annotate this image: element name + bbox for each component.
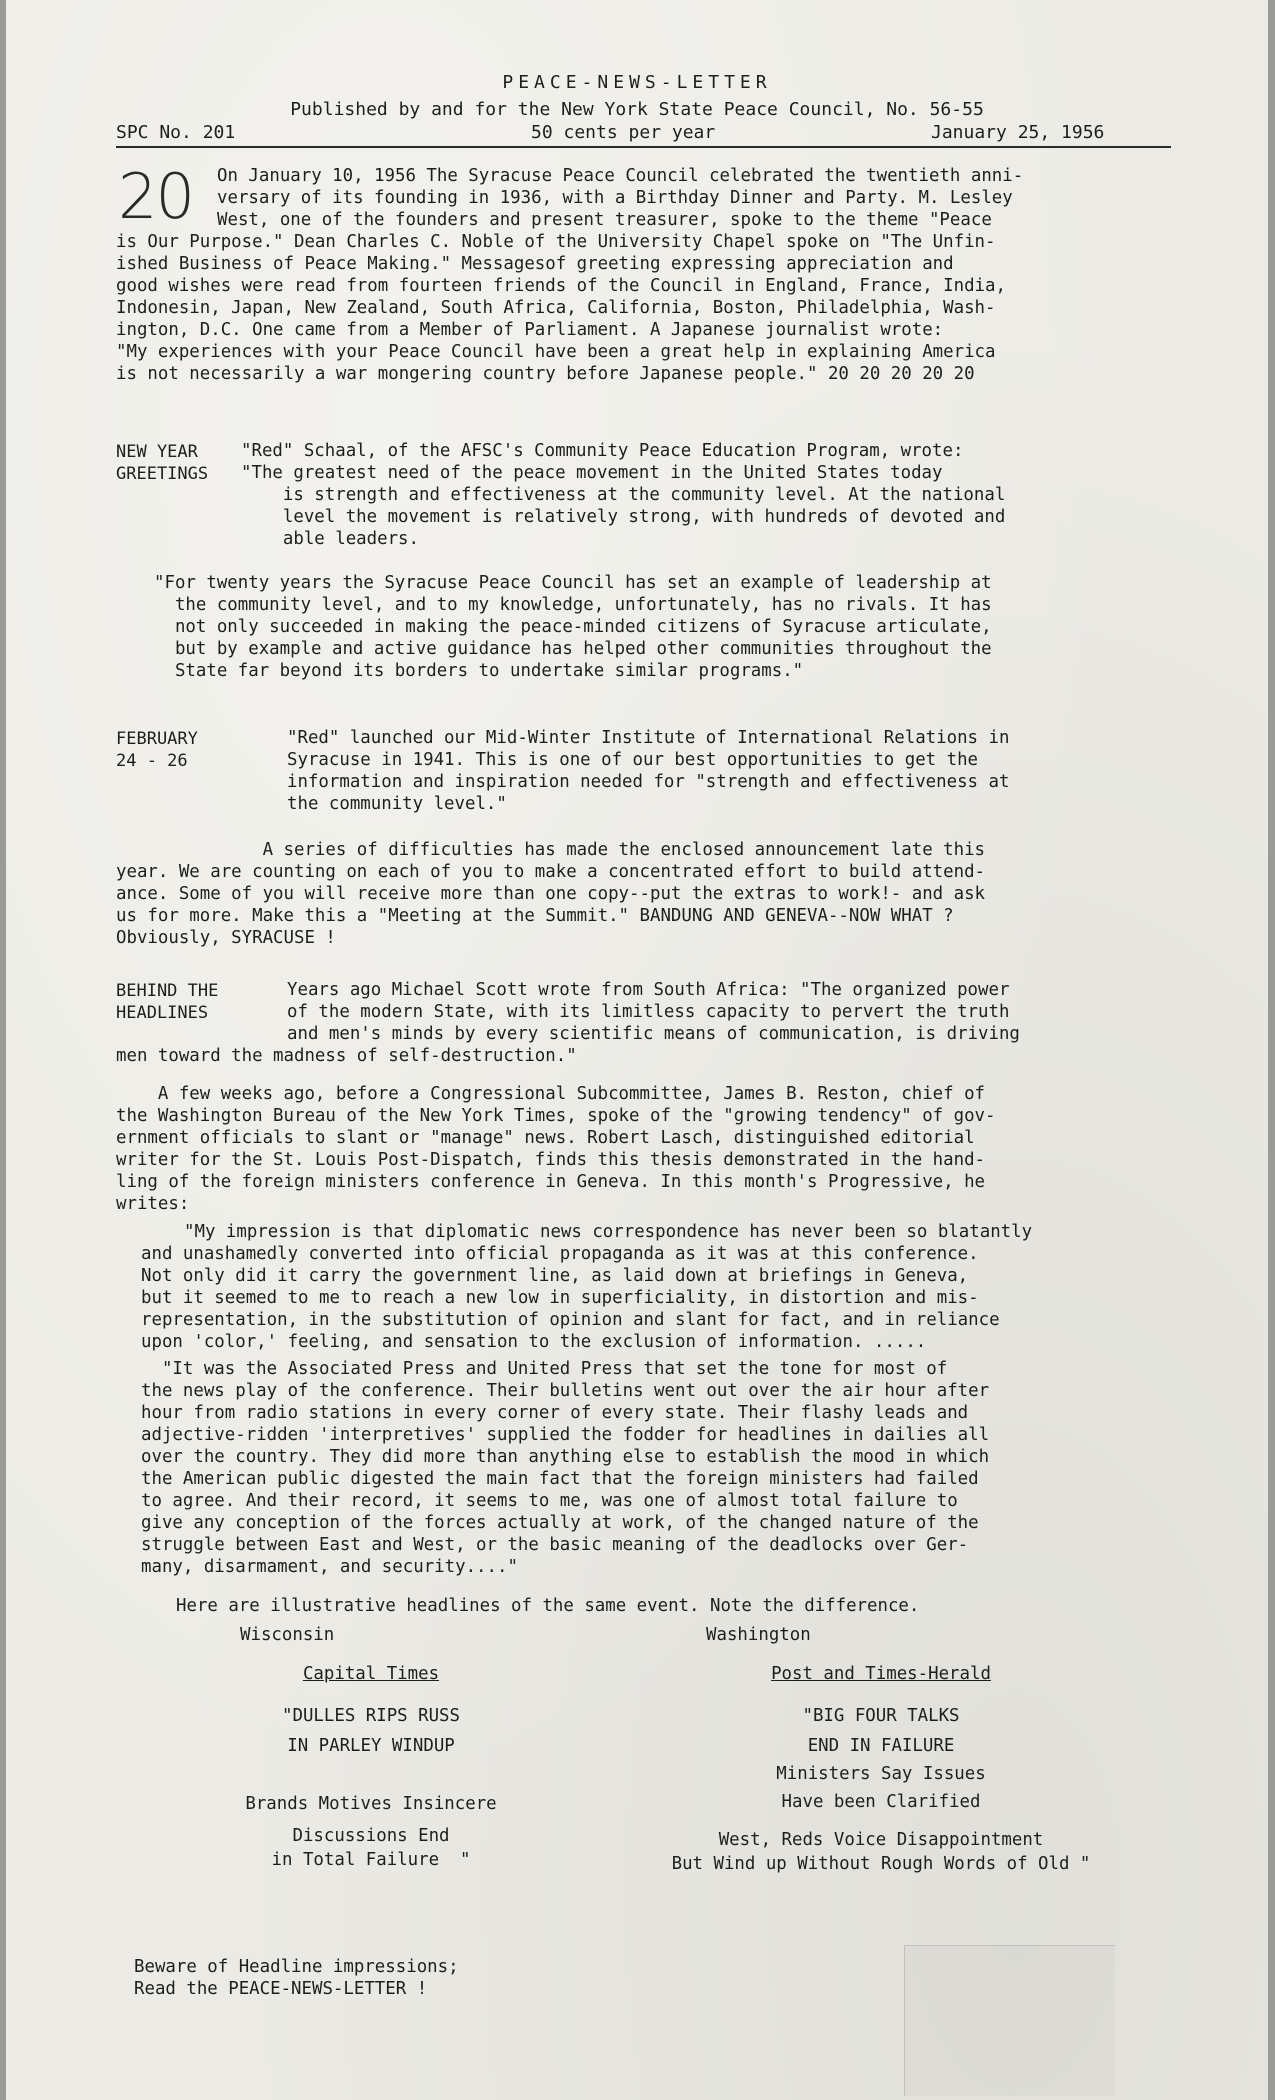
quote-line: but it seemed to me to reach a new low in superficiality, in distortion and mis- xyxy=(141,1288,979,1308)
quote-line: upon 'color,' feeling, and sensation to the exclusion of information. ..... xyxy=(141,1332,927,1352)
intro-line: is Our Purpose." Dean Charles C. Noble of the University Chapel spoke on "The Unfin- xyxy=(116,232,996,252)
new-year-line: the community level, and to my knowledge, unfortunately, has no rivals. It has xyxy=(154,595,992,615)
masthead xyxy=(6,72,1268,120)
publisher-line: Published by and for the New York State Peace Council, No. 56-55 xyxy=(290,99,984,120)
quote-line: "It was the Associated Press and United Press that set the tone for most of xyxy=(141,1359,948,1379)
quote-line: "My impression is that diplomatic news correspondence has never been so blatantly xyxy=(184,1222,1033,1242)
behind-line: ling of the foreign ministers conference in Geneva. In this month's Progressive, he xyxy=(116,1172,986,1192)
right-paper: Post and Times-Herald xyxy=(771,1664,991,1684)
quote-line: give any conception of the forces actually at work, of the changed nature of the xyxy=(141,1513,979,1533)
behind-line: writes: xyxy=(116,1194,190,1214)
right-headline-line: END IN FAILURE xyxy=(807,1736,955,1756)
right-headline-line: Ministers Say Issues xyxy=(776,1764,986,1784)
behind-line: writer for the St. Louis Post-Dispatch, finds this thesis demonstrated in the hand- xyxy=(116,1150,986,1170)
reference-line xyxy=(116,122,1171,148)
february-line: Obviously, SYRACUSE ! xyxy=(116,928,336,948)
new-year-line: State far beyond its borders to undertake similar programs." xyxy=(154,661,804,681)
quote-line: many, disarmament, and security...." xyxy=(141,1557,518,1577)
quote-line: hour from radio stations in every corner of every state. Their flashy leads and xyxy=(141,1403,969,1423)
anniversary-numeral: 20 xyxy=(118,160,193,233)
behind-line: of the modern State, with its limitless capacity to pervert the truth xyxy=(287,1002,1010,1022)
issue-date: January 25, 1956 xyxy=(931,122,1105,143)
closing-line: Read the PEACE-NEWS-LETTER ! xyxy=(134,1979,428,1999)
quote-line: adjective-ridden 'interpretives' supplied the fodder for headlines in dailies all xyxy=(141,1425,990,1445)
quote-line: struggle between East and West, or the basic meaning of the deadlocks over Ger- xyxy=(141,1535,969,1555)
february-line: the community level." xyxy=(287,794,507,814)
quote-line: the news play of the conference. Their bulletins went out over the air hour after xyxy=(141,1381,990,1401)
faded-stamp xyxy=(904,1945,1115,2096)
left-headline-line: Discussions End xyxy=(292,1826,450,1846)
right-headline-line: Have been Clarified xyxy=(781,1792,981,1812)
intro-line: "My experiences with your Peace Council have been a great help in explaining America xyxy=(116,342,996,362)
intro-line: good wishes were read from fourteen friends of the Council in England, France, India, xyxy=(116,276,1006,296)
new-year-line: is strength and effectiveness at the community level. At the national xyxy=(241,485,1006,505)
right-headline-line: But Wind up Without Rough Words of Old " xyxy=(671,1854,1091,1874)
left-headline-line: "DULLES RIPS RUSS xyxy=(282,1706,460,1726)
february-line: ance. Some of you will receive more than one copy--put the extras to work!- and ask xyxy=(116,884,986,904)
february-line: us for more. Make this a "Meeting at the Summit." BANDUNG AND GENEVA--NOW WHAT ? xyxy=(116,906,954,926)
closing-line: Beware of Headline impressions; xyxy=(134,1957,459,1977)
intro-line: is not necessarily a war mongering country before Japanese people." 20 20 20 20 20 xyxy=(116,364,975,384)
right-headline-line: West, Reds Voice Disappointment xyxy=(718,1830,1044,1850)
left-paper: Capital Times xyxy=(302,1664,440,1684)
behind-line: men toward the madness of self-destruction." xyxy=(116,1046,577,1066)
left-place: Wisconsin xyxy=(240,1625,335,1645)
section-label-behind-headlines: BEHIND THE HEADLINES xyxy=(116,981,219,1023)
newsletter-page xyxy=(6,0,1268,2100)
february-line: year. We are counting on each of you to make a concentrated effort to build attend- xyxy=(116,862,986,882)
february-line: Syracuse in 1941. This is one of our best opportunities to get the xyxy=(287,750,979,770)
new-year-line: not only succeeded in making the peace-minded citizens of Syracuse articulate, xyxy=(154,617,992,637)
new-year-line: level the movement is relatively strong, with hundreds of devoted and xyxy=(241,507,1006,527)
right-headline-line: "BIG FOUR TALKS xyxy=(802,1706,960,1726)
right-place: Washington xyxy=(706,1625,811,1645)
left-headline-line: IN PARLEY WINDUP xyxy=(287,1736,455,1756)
intro-line: ished Business of Peace Making." Messagesof greeting expressing appreciation and xyxy=(116,254,954,274)
quote-line: the American public digested the main fact that the foreign ministers had failed xyxy=(141,1469,979,1489)
section-label-new-year: NEW YEAR GREETINGS xyxy=(116,442,209,484)
behind-line: Years ago Michael Scott wrote from South Africa: "The organized power xyxy=(287,980,1010,1000)
behind-line: A few weeks ago, before a Congressional Subcommittee, James B. Reston, chief of xyxy=(116,1084,986,1104)
illustrative-line: Here are illustrative headlines of the same event. Note the difference. xyxy=(176,1596,920,1616)
left-headline-line: in Total Failure " xyxy=(271,1850,471,1870)
new-year-line: but by example and active guidance has helped other communities throughout the xyxy=(154,639,992,659)
february-line: A series of difficulties has made the enclosed announcement late this xyxy=(116,840,986,860)
behind-line: ernment officials to slant or "manage" news. Robert Lasch, distinguished editorial xyxy=(116,1128,975,1148)
intro-line: Indonesin, Japan, New Zealand, South Africa, California, Boston, Philadelphia, Wash- xyxy=(116,298,996,318)
quote-line: and unashamedly converted into official propaganda as it was at this conference. xyxy=(141,1244,979,1264)
quote-line: to agree. And their record, it seems to me, was one of almost total failure to xyxy=(141,1491,958,1511)
spc-number: SPC No. 201 xyxy=(116,122,236,143)
intro-line: versary of its founding in 1936, with a Birthday Dinner and Party. M. Lesley xyxy=(217,188,1013,208)
new-year-line: "The greatest need of the peace movement in the United States today xyxy=(241,463,943,483)
intro-line: West, one of the founders and present treasurer, spoke to the theme "Peace xyxy=(217,210,992,230)
february-line: "Red" launched our Mid-Winter Institute of International Relations in xyxy=(287,728,1010,748)
behind-line: and men's minds by every scientific means of communication, is driving xyxy=(287,1024,1020,1044)
behind-line: the Washington Bureau of the New York Times, spoke of the "growing tendency" of gov- xyxy=(116,1106,996,1126)
new-year-line: able leaders. xyxy=(241,529,419,549)
section-label-february: FEBRUARY 24 - 26 xyxy=(116,729,198,771)
quote-line: representation, in the substitution of opinion and slant for fact, and in reliance xyxy=(141,1310,1000,1330)
february-line: information and inspiration needed for "strength and effectiveness at xyxy=(287,772,1010,792)
newsletter-title: PEACE-NEWS-LETTER xyxy=(502,72,772,93)
left-headline-line: Brands Motives Insincere xyxy=(245,1794,497,1814)
new-year-line: "Red" Schaal, of the AFSC's Community Peace Education Program, wrote: xyxy=(241,441,964,461)
new-year-line: "For twenty years the Syracuse Peace Council has set an example of leadership at xyxy=(154,573,992,593)
quote-line: Not only did it carry the government line, as laid down at briefings in Geneva, xyxy=(141,1266,969,1286)
intro-line: On January 10, 1956 The Syracuse Peace Council celebrated the twentieth anni- xyxy=(217,166,1024,186)
intro-line: ington, D.C. One came from a Member of Parliament. A Japanese journalist wrote: xyxy=(116,320,944,340)
subscription-price: 50 cents per year xyxy=(531,122,716,143)
quote-line: over the country. They did more than anything else to establish the mood in which xyxy=(141,1447,990,1467)
